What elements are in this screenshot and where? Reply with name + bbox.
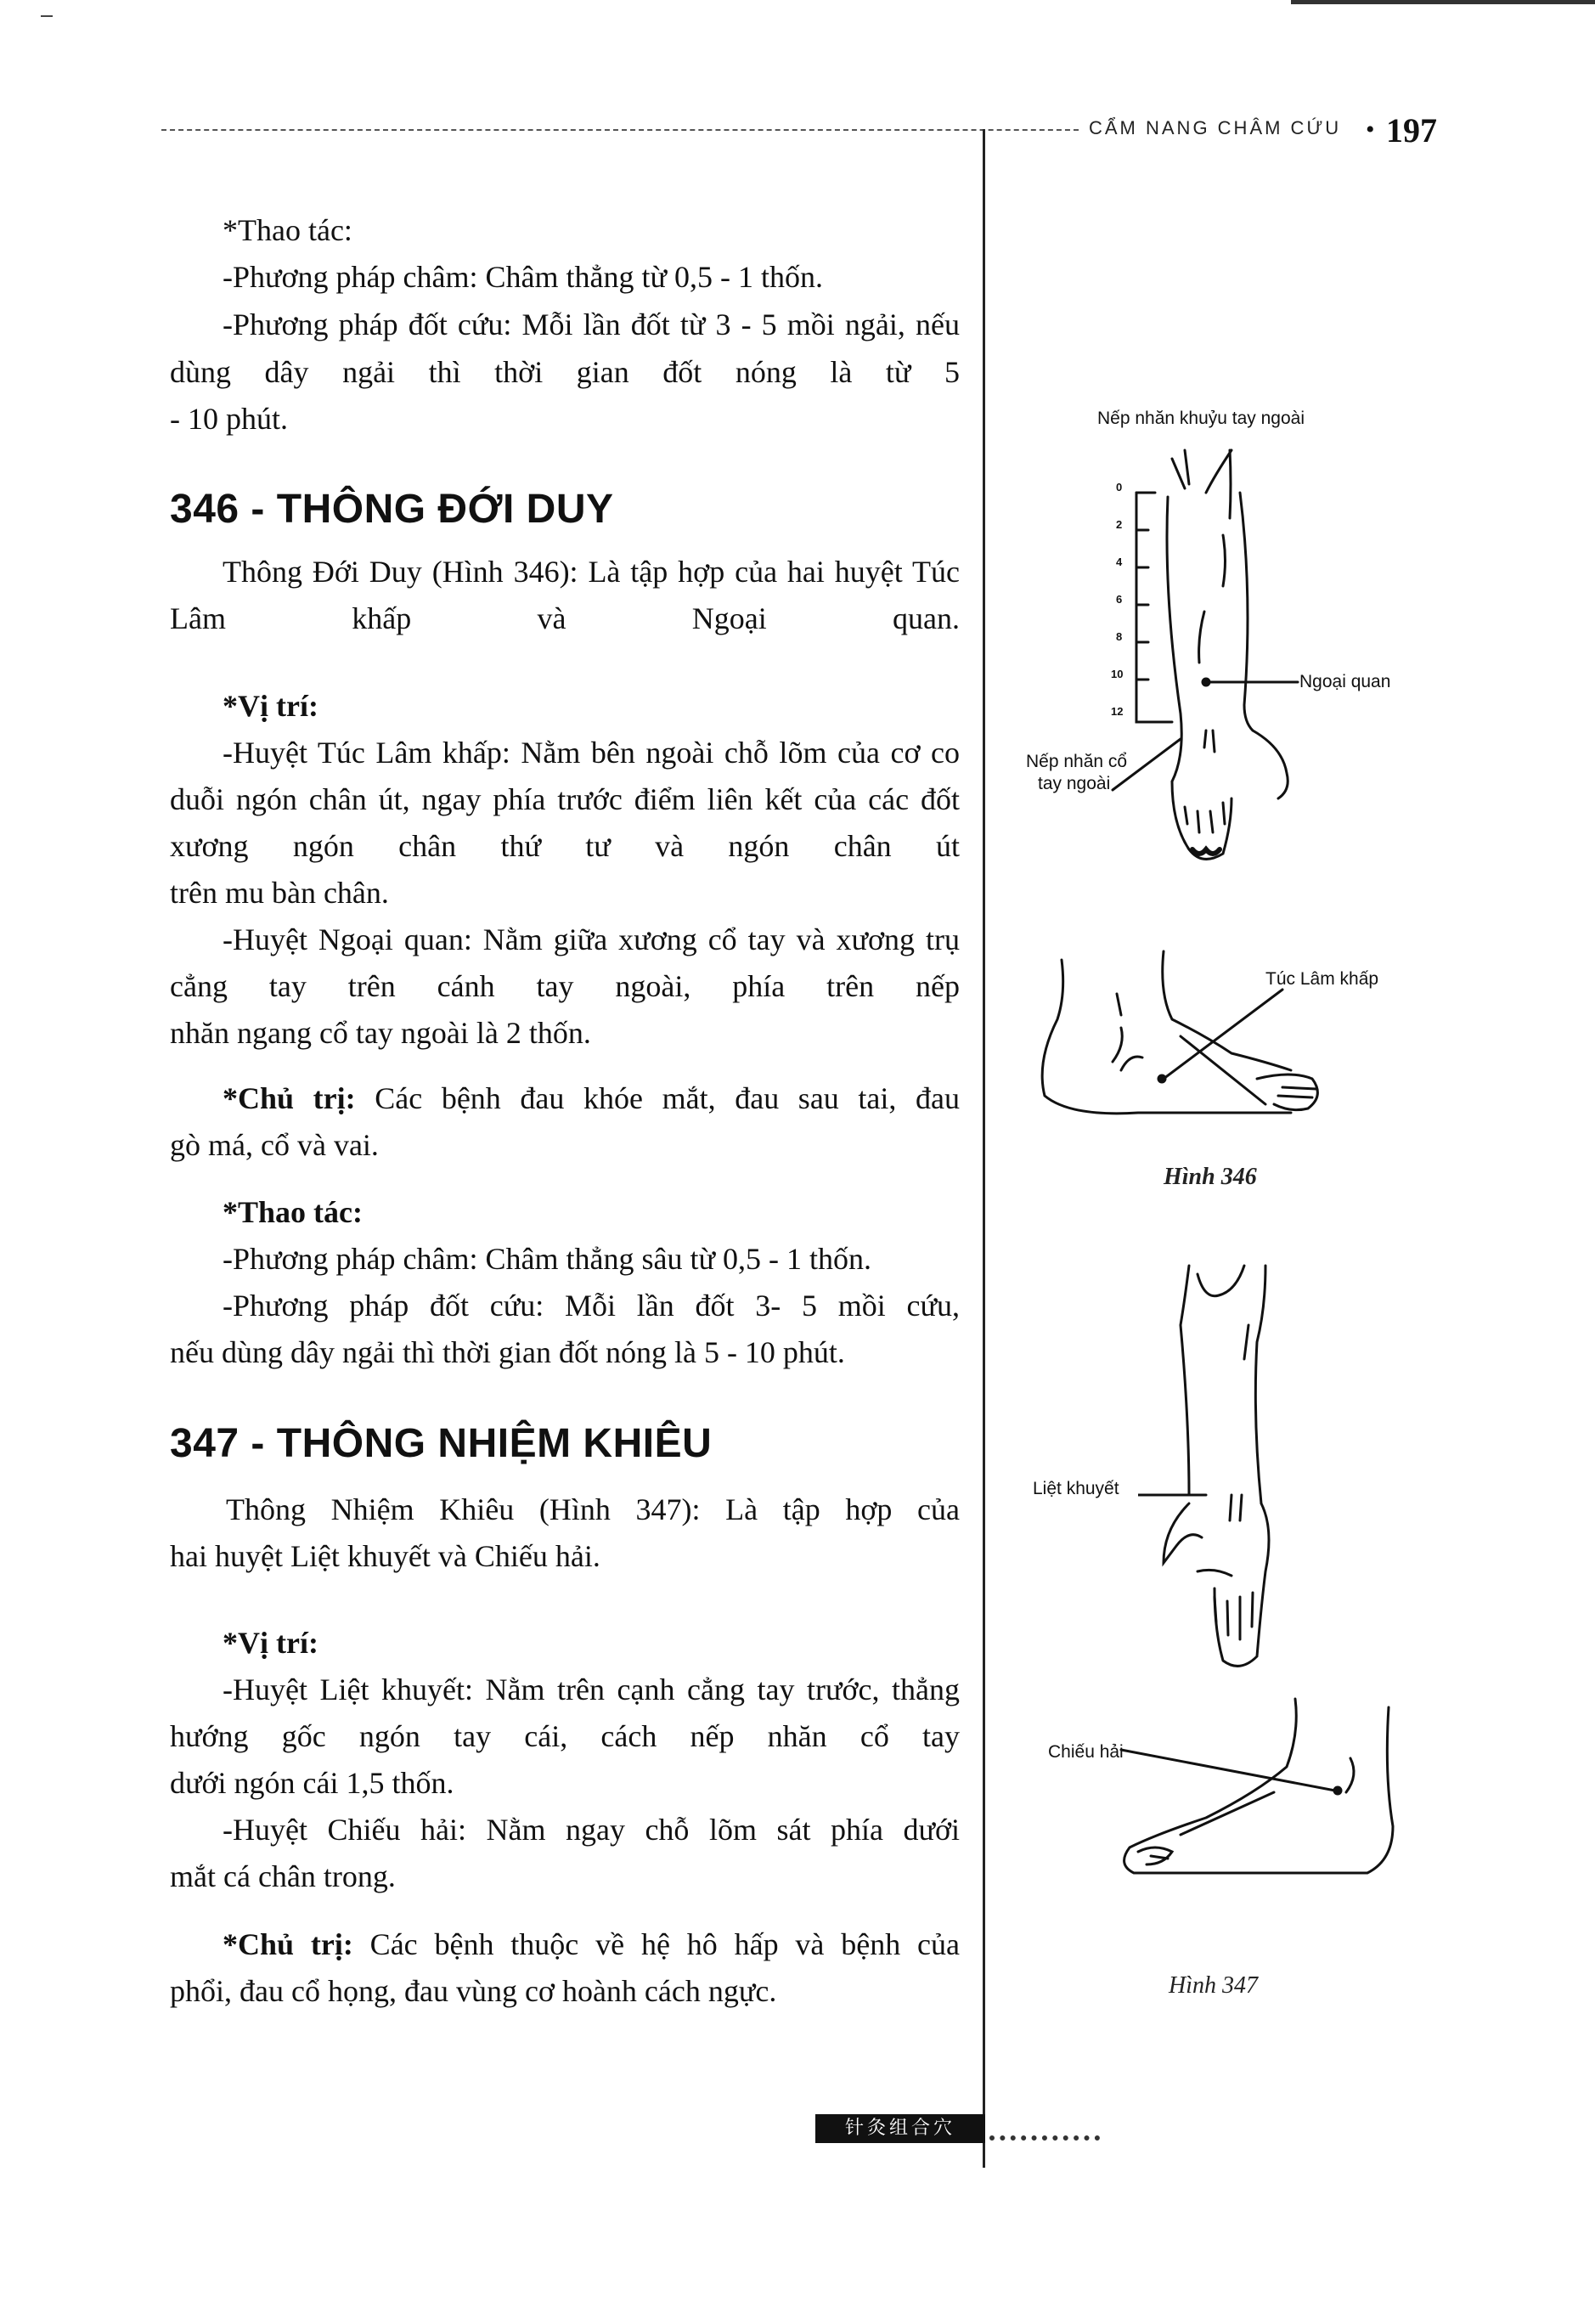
footer-ornament xyxy=(989,2117,1100,2141)
label-chieu-hai: Chiếu hải xyxy=(1048,1742,1124,1762)
section-347-title: 347 - THÔNG NHIỆM KHIÊU xyxy=(170,1421,713,1466)
scale-tick: 4 xyxy=(1116,556,1123,568)
s346-intro: Thông Đới Duy (Hình 346): Là tập hợp của hai huyệt Túc Lâm khấp và Ngoại quan. xyxy=(170,555,960,635)
figure-347-caption: Hình 347 xyxy=(1169,1972,1258,1999)
running-head: CẨM NANG CHÂM CỨU xyxy=(1089,117,1342,138)
scale-tick: 10 xyxy=(1111,668,1124,680)
label-nep-co-tay-2: tay ngoài xyxy=(1038,774,1111,793)
intro-line-3: - 10 phút. xyxy=(170,402,288,436)
forearm-illustration-346 xyxy=(1104,425,1325,875)
scale-tick: 6 xyxy=(1116,593,1123,606)
header-rule xyxy=(161,129,1079,131)
s347-chu-tri-end: phổi, đau cổ họng, đau vùng cơ hoành cách ngực. xyxy=(170,1974,777,2008)
s347-vi-tri-2: -Huyệt Chiếu hải: Nằm ngay chỗ lõm sát phía dưới xyxy=(223,1813,960,1847)
s347-intro: Thông Nhiệm Khiêu (Hình 347): Là tập hợp của xyxy=(226,1492,960,1526)
s346-thao-tac-label: *Thao tác: xyxy=(223,1195,363,1229)
scale-tick: 0 xyxy=(1116,481,1123,494)
label-tuc-lam-khap: Túc Lâm khấp xyxy=(1265,969,1379,989)
header-bullet: • xyxy=(1366,116,1375,144)
intro-line-2: -Phương pháp đốt cứu: Mỗi lần đốt từ 3 - 5 mồi ngải, nếu dùng dây ngải thì thời gian đốt nóng là từ 5 xyxy=(170,307,960,389)
s347-vi-tri-1: -Huyệt Liệt khuyết: Nằm trên cạnh cẳng tay trước, thẳng hướng gốc ngón tay cái, cách nếp nhăn cổ tay xyxy=(170,1672,960,1753)
label-nep-co-tay-1: Nếp nhăn cổ xyxy=(1026,752,1128,771)
section-346-title: 346 - THÔNG ĐỚI DUY xyxy=(170,487,614,532)
chu-tri-label: *Chủ trị: xyxy=(223,1081,356,1115)
forearm-illustration-347 xyxy=(1138,1249,1291,1673)
label-liet-khuyet: Liệt khuyết xyxy=(1033,1479,1119,1498)
figure-346-caption: Hình 346 xyxy=(1164,1164,1257,1190)
top-edge-rule xyxy=(1291,0,1595,4)
foot-illustration-346 xyxy=(1036,943,1342,1130)
intro-line-1: -Phương pháp châm: Châm thẳng từ 0,5 - 1 thốn. xyxy=(223,260,823,294)
s347-vi-tri-label: *Vị trí: xyxy=(223,1626,318,1660)
foot-illustration-347 xyxy=(1104,1690,1401,1886)
s346-vi-tri-1: -Huyệt Túc Lâm khấp: Nằm bên ngoài chỗ lõm của cơ co duỗi ngón chân út, ngay phía trước điểm liên kết của các đốt xương ngón chân thứ tư và ngón chân út xyxy=(170,736,960,863)
footer-badge: 针灸组合穴 xyxy=(815,2114,985,2143)
label-ngoai-quan: Ngoại quan xyxy=(1299,672,1391,691)
stray-mark xyxy=(41,15,53,17)
label-nep-khuyu: Nếp nhăn khuỷu tay ngoài xyxy=(1097,409,1305,428)
s347-chu-tri xyxy=(223,1921,960,1968)
s347-vi-tri-2-end: mắt cá chân trong. xyxy=(170,1859,396,1893)
thao-tac-label: *Thao tác: xyxy=(223,213,352,247)
scale-tick: 12 xyxy=(1111,705,1124,718)
scale-tick: 2 xyxy=(1116,518,1123,531)
s346-vi-tri-2-end: nhăn ngang cổ tay ngoài là 2 thốn. xyxy=(170,1016,591,1050)
s347-vi-tri-1-end: dưới ngón cái 1,5 thốn. xyxy=(170,1766,454,1800)
scale-tick: 8 xyxy=(1116,630,1123,643)
column-divider xyxy=(983,129,985,2168)
s346-vi-tri-label: *Vị trí: xyxy=(223,689,318,723)
s346-thao-tac-1: -Phương pháp châm: Châm thẳng sâu từ 0,5 - 1 thốn. xyxy=(223,1242,871,1276)
chu-tri-text: Các bệnh thuộc về hệ hô hấp và bệnh của xyxy=(352,1927,961,1961)
chu-tri-label: *Chủ trị: xyxy=(223,1927,353,1961)
s346-vi-tri-1-end: trên mu bàn chân. xyxy=(170,876,389,910)
s346-thao-tac-2-end: nếu dùng dây ngải thì thời gian đốt nóng là 5 - 10 phút. xyxy=(170,1335,845,1369)
page-number: 197 xyxy=(1386,111,1437,149)
s346-chu-tri-end: gò má, cổ và vai. xyxy=(170,1128,379,1162)
s347-intro-end: hai huyệt Liệt khuyết và Chiếu hải. xyxy=(170,1539,600,1573)
s346-vi-tri-2: -Huyệt Ngoại quan: Nằm giữa xương cổ tay và xương trụ cẳng tay trên cánh tay ngoài, phía trên nếp xyxy=(170,922,960,1003)
s346-chu-tri xyxy=(223,1075,960,1122)
s346-thao-tac-2: -Phương pháp đốt cứu: Mỗi lần đốt 3- 5 mồi cứu, xyxy=(223,1289,960,1323)
chu-tri-text: Các bệnh đau khóe mắt, đau sau tai, đau xyxy=(355,1081,960,1115)
